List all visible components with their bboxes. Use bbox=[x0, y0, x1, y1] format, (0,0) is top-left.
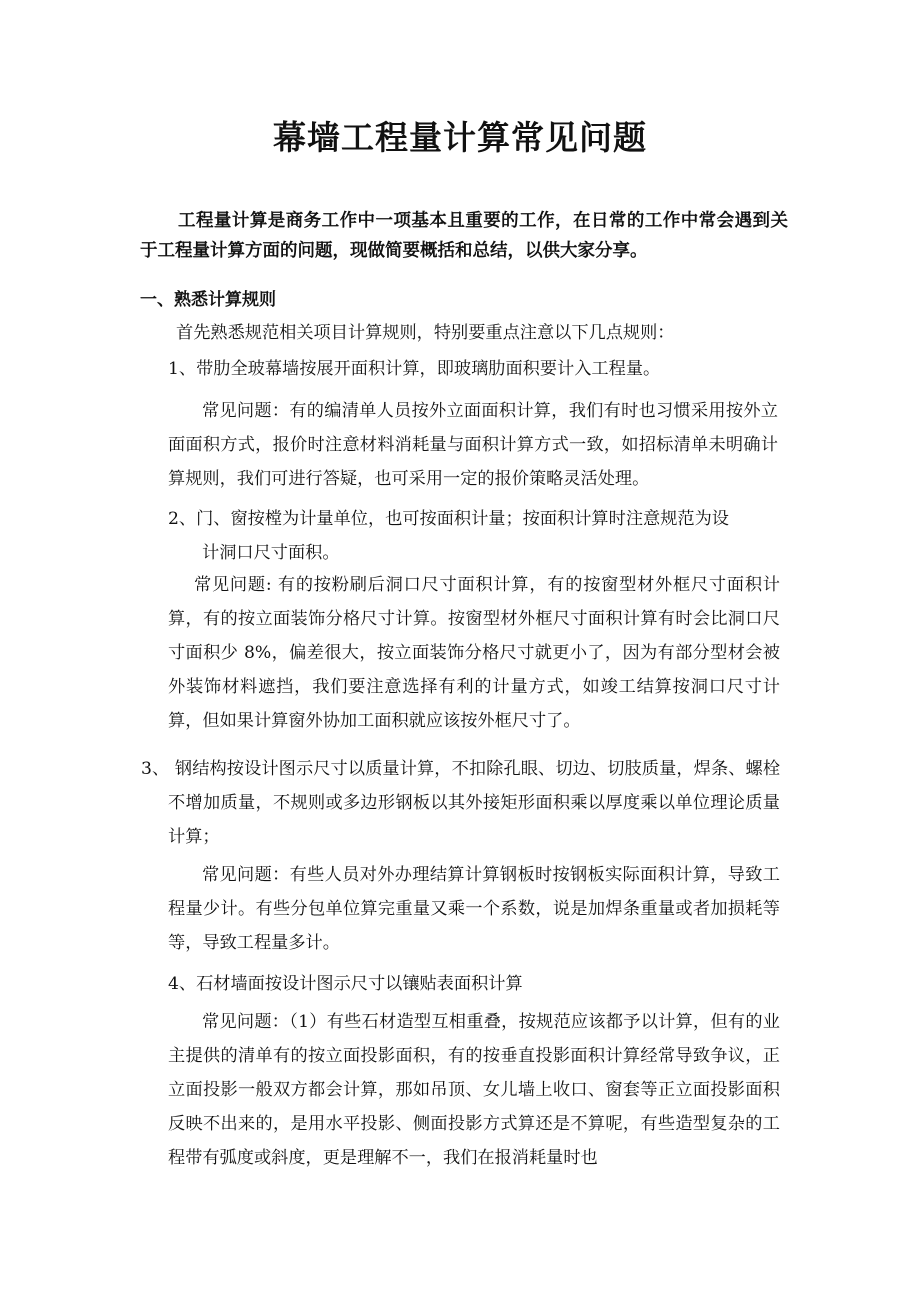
section-lead-paragraph: 首先熟悉规范相关项目计算规则，特别要重点注意以下几点规则： bbox=[176, 323, 675, 343]
rule-1: 1、带肋全玻幕墙按展开面积计算，即玻璃肋面积要计入工程量。 bbox=[168, 359, 661, 379]
section-heading: 一、熟悉计算规则 bbox=[140, 290, 276, 310]
rule-3-comment: 常见问题：有些人员对外办理结算计算钢板时按钢板实际面积计算，导致工程量少计。有些分包单位算完重量又乘一个系数，说是加焊条重量或者加损耗等等，导致工程量多计。 bbox=[168, 865, 780, 953]
rule-3-text: 钢结构按设计图示尺寸以质量计算，不扣除孔眼、切边、切肢质量，焊条、螺栓不增加质量，不规则或多边形钢板以其外接矩形面积乘以厚度乘以单位理论质量计算； bbox=[168, 759, 781, 847]
rule-2 bbox=[168, 502, 778, 570]
rule-2-line-2: 计洞口尺寸面积。 bbox=[202, 543, 340, 563]
rule-2-line-1: 2、门、窗按樘为计量单位，也可按面积计量；按面积计算时注意规范为设 bbox=[168, 509, 729, 529]
intro-paragraph: 工程量计算是商务工作中一项基本且重要的工作，在日常的工作中常会遇到关于工程量计算方面的问题，现做简要概括和总结，以供大家分享。 bbox=[140, 211, 788, 261]
rule-1-comment: 常见问题：有的编清单人员按外立面面积计算，我们有时也习惯采用按外立面面积方式，报价时注意材料消耗量与面积计算方式一致，如招标清单未明确计算规则，我们可进行答疑，也可采用一定的报价策略灵活处理。 bbox=[168, 401, 778, 489]
rule-3-number: 3、 bbox=[141, 759, 170, 779]
rule-2-comment: 常见问题: 有的按粉刷后洞口尺寸面积计算，有的按窗型材外框尺寸面积计算，有的按立面装饰分格尺寸计算。按窗型材外框尺寸面积计算有时会比洞口尺寸面积少 8%，偏差很大，按立面装饰分格尺寸就更小了，因为有部分型材会被外装饰材料遮挡，我们要注意选择有利的计量方式，如竣工结算按洞口尺寸计算，但如果计算窗外协加工面积就应该按外框尺寸了。 bbox=[168, 575, 780, 731]
rule-3 bbox=[141, 752, 781, 854]
document-title: 幕墙工程量计算常见问题 bbox=[273, 118, 647, 157]
rule-4-comment: 常见问题：（1）有些石材造型互相重叠，按规范应该都予以计算，但有的业主提供的清单有的按立面投影面积，有的按垂直投影面积计算经常导致争议，正立面投影一般双方都会计算，那如吊顶、女儿墙上收口、窗套等正立面投影面积反映不出来的，是用水平投影、侧面投影方式算还是不算呢，有些造型复杂的工程带有弧度或斜度，更是理解不一，我们在报消耗量时也 bbox=[168, 1012, 780, 1168]
rule-4: 4、石材墙面按设计图示尺寸以镶贴表面积计算 bbox=[168, 974, 523, 994]
